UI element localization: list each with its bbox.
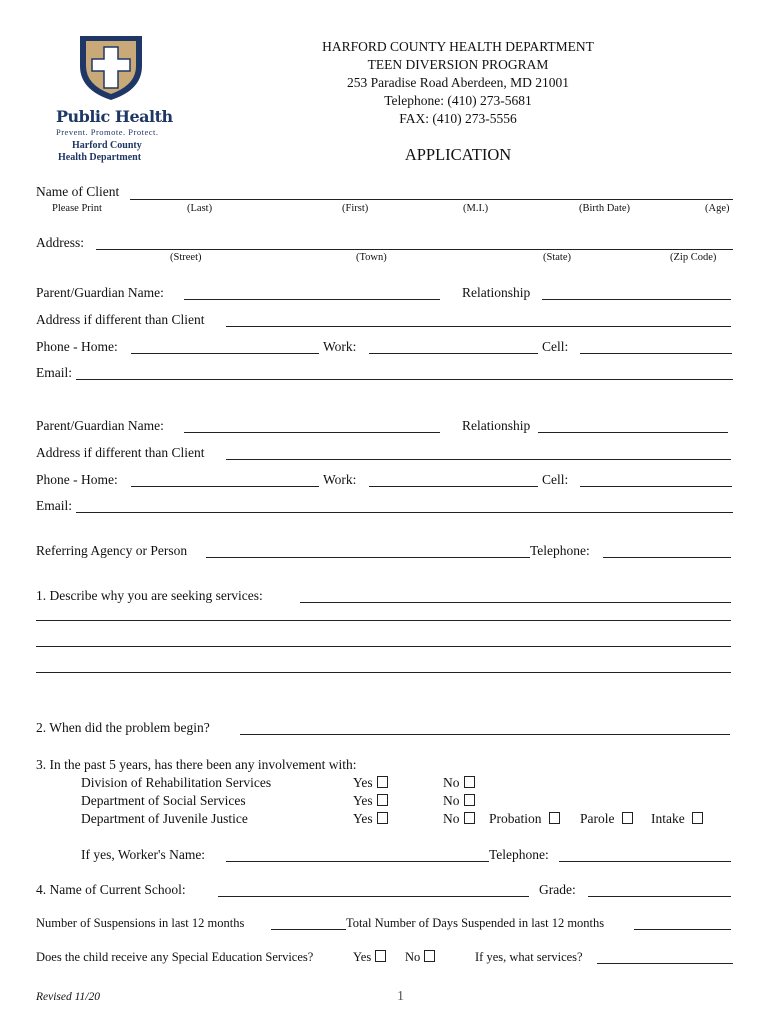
q3-no-option[interactable] bbox=[443, 811, 475, 827]
logo-brand: Public Health bbox=[56, 107, 173, 126]
q2-answer-line[interactable] bbox=[240, 734, 730, 735]
special-ed-yes-option[interactable] bbox=[353, 950, 386, 965]
logo-org-line2: Health Department bbox=[58, 152, 142, 163]
yes-checkbox[interactable] bbox=[375, 950, 386, 962]
parole-option[interactable] bbox=[580, 811, 633, 827]
sub-zip: (Zip Code) bbox=[670, 252, 717, 263]
q1-answer-line-4[interactable] bbox=[36, 672, 731, 673]
worker-telephone-line[interactable] bbox=[559, 861, 731, 862]
days-suspended-label: Total Number of Days Suspended in last 12 months bbox=[346, 916, 605, 930]
form-title: APPLICATION bbox=[404, 145, 512, 164]
guardian1-phone-home-line[interactable] bbox=[131, 353, 319, 354]
services-line[interactable] bbox=[597, 963, 733, 964]
guardian2-cell-label: Cell: bbox=[542, 472, 569, 487]
special-ed-no-option[interactable] bbox=[405, 950, 435, 965]
header-dept: HARFORD COUNTY HEALTH DEPARTMENT bbox=[322, 39, 594, 54]
school-line[interactable] bbox=[218, 896, 529, 897]
sub-birth-date: (Birth Date) bbox=[579, 203, 631, 214]
q1-answer-line-2[interactable] bbox=[36, 620, 731, 621]
no-label: No bbox=[443, 793, 460, 808]
parole-checkbox[interactable] bbox=[622, 812, 633, 824]
guardian1-email-line[interactable] bbox=[76, 379, 733, 380]
no-label: No bbox=[443, 775, 460, 790]
sub-street: (Street) bbox=[170, 252, 202, 263]
referring-agency-line[interactable] bbox=[206, 557, 530, 558]
grade-line[interactable] bbox=[588, 896, 731, 897]
sub-state: (State) bbox=[543, 252, 571, 263]
q3-no-option[interactable] bbox=[443, 775, 475, 791]
client-address-label: Address: bbox=[36, 235, 84, 250]
intake-label: Intake bbox=[651, 811, 685, 826]
sub-last: (Last) bbox=[187, 203, 213, 214]
yes-checkbox[interactable] bbox=[377, 812, 388, 824]
grade-label: Grade: bbox=[539, 882, 576, 897]
yes-label: Yes bbox=[353, 775, 373, 790]
guardian2-address-label: Address if different than Client bbox=[36, 445, 205, 460]
guardian1-relationship-line[interactable] bbox=[542, 299, 731, 300]
worker-name-line[interactable] bbox=[226, 861, 489, 862]
sub-age: (Age) bbox=[705, 203, 730, 214]
no-checkbox[interactable] bbox=[464, 812, 475, 824]
q1-answer-line-1[interactable] bbox=[300, 602, 731, 603]
intake-option[interactable] bbox=[651, 811, 703, 827]
school-label: 4. Name of Current School: bbox=[36, 882, 186, 897]
guardian2-work-line[interactable] bbox=[369, 486, 538, 487]
client-name-label: Name of Client bbox=[36, 184, 120, 199]
q3-no-option[interactable] bbox=[443, 793, 475, 809]
header-block bbox=[258, 38, 658, 128]
days-suspended-line[interactable] bbox=[634, 929, 731, 930]
guardian2-cell-line[interactable] bbox=[580, 486, 732, 487]
q2-label: 2. When did the problem begin? bbox=[36, 720, 210, 735]
guardian2-relationship-label: Relationship bbox=[462, 418, 531, 433]
guardian2-relationship-line[interactable] bbox=[538, 432, 728, 433]
logo-org-line1: Harford County bbox=[72, 140, 142, 151]
header-fax: FAX: (410) 273-5556 bbox=[399, 111, 517, 126]
guardian2-phone-home-label: Phone - Home: bbox=[36, 472, 118, 487]
worker-name-label: If yes, Worker's Name: bbox=[81, 847, 206, 862]
guardian1-name-label: Parent/Guardian Name: bbox=[36, 285, 164, 300]
q3-yes-option[interactable] bbox=[353, 811, 388, 827]
sub-first: (First) bbox=[342, 203, 369, 214]
no-label: No bbox=[405, 950, 421, 964]
yes-checkbox[interactable] bbox=[377, 776, 388, 788]
client-address-line[interactable] bbox=[96, 249, 733, 250]
guardian1-name-line[interactable] bbox=[184, 299, 440, 300]
health-department-logo bbox=[52, 30, 172, 165]
guardian1-email-label: Email: bbox=[36, 365, 72, 380]
guardian2-phone-home-line[interactable] bbox=[131, 486, 319, 487]
shield-cross-icon bbox=[76, 30, 146, 102]
services-label: If yes, what services? bbox=[475, 950, 583, 964]
yes-label: Yes bbox=[353, 950, 372, 964]
guardian2-email-label: Email: bbox=[36, 498, 72, 513]
q3-agency-label: Department of Juvenile Justice bbox=[81, 811, 248, 826]
q1-answer-line-3[interactable] bbox=[36, 646, 731, 647]
guardian1-relationship-label: Relationship bbox=[462, 285, 531, 300]
guardian2-email-line[interactable] bbox=[76, 512, 733, 513]
no-label: No bbox=[443, 811, 460, 826]
header-program: TEEN DIVERSION PROGRAM bbox=[367, 57, 549, 72]
no-checkbox[interactable] bbox=[424, 950, 435, 962]
q3-yes-option[interactable] bbox=[353, 793, 388, 809]
q3-yes-option[interactable] bbox=[353, 775, 388, 791]
guardian2-address-line[interactable] bbox=[226, 459, 731, 460]
header-telephone: Telephone: (410) 273-5681 bbox=[384, 93, 532, 108]
guardian1-address-line[interactable] bbox=[226, 326, 731, 327]
header-address: 253 Paradise Road Aberdeen, MD 21001 bbox=[347, 75, 569, 90]
guardian2-name-label: Parent/Guardian Name: bbox=[36, 418, 164, 433]
referring-agency-label: Referring Agency or Person bbox=[36, 543, 188, 558]
sub-town: (Town) bbox=[356, 252, 387, 263]
yes-checkbox[interactable] bbox=[377, 794, 388, 806]
intake-checkbox[interactable] bbox=[692, 812, 703, 824]
special-ed-label: Does the child receive any Special Education Services? bbox=[36, 950, 314, 964]
suspensions-line[interactable] bbox=[271, 929, 346, 930]
probation-label: Probation bbox=[489, 811, 542, 826]
yes-label: Yes bbox=[353, 793, 373, 808]
parole-label: Parole bbox=[580, 811, 615, 826]
yes-label: Yes bbox=[353, 811, 373, 826]
guardian1-work-line[interactable] bbox=[369, 353, 538, 354]
guardian1-cell-label: Cell: bbox=[542, 339, 569, 354]
q1-label: 1. Describe why you are seeking services: bbox=[36, 588, 263, 603]
probation-checkbox[interactable] bbox=[549, 812, 560, 824]
no-checkbox[interactable] bbox=[464, 794, 475, 806]
q3-agency-label: Department of Social Services bbox=[81, 793, 246, 808]
suspensions-label: Number of Suspensions in last 12 months bbox=[36, 916, 245, 930]
guardian1-cell-line[interactable] bbox=[580, 353, 732, 354]
no-checkbox[interactable] bbox=[464, 776, 475, 788]
page-number: 1 bbox=[397, 989, 404, 1004]
guardian2-name-line[interactable] bbox=[184, 432, 440, 433]
guardian2-work-label: Work: bbox=[323, 472, 357, 487]
sub-mi: (M.I.) bbox=[463, 203, 489, 214]
guardian1-address-label: Address if different than Client bbox=[36, 312, 205, 327]
referral-telephone-line[interactable] bbox=[603, 557, 731, 558]
logo-tagline: Prevent. Promote. Protect. bbox=[56, 127, 159, 137]
q3-agency-label: Division of Rehabilitation Services bbox=[81, 775, 272, 790]
please-print-note: Please Print bbox=[52, 203, 102, 214]
guardian1-work-label: Work: bbox=[323, 339, 357, 354]
worker-telephone-label: Telephone: bbox=[489, 847, 549, 862]
guardian1-phone-home-label: Phone - Home: bbox=[36, 339, 118, 354]
referral-telephone-label: Telephone: bbox=[530, 543, 590, 558]
q3-label: 3. In the past 5 years, has there been any involvement with: bbox=[36, 757, 357, 772]
revised-date: Revised 11/20 bbox=[36, 991, 100, 1003]
probation-option[interactable] bbox=[489, 811, 560, 827]
client-name-line[interactable] bbox=[130, 199, 733, 200]
